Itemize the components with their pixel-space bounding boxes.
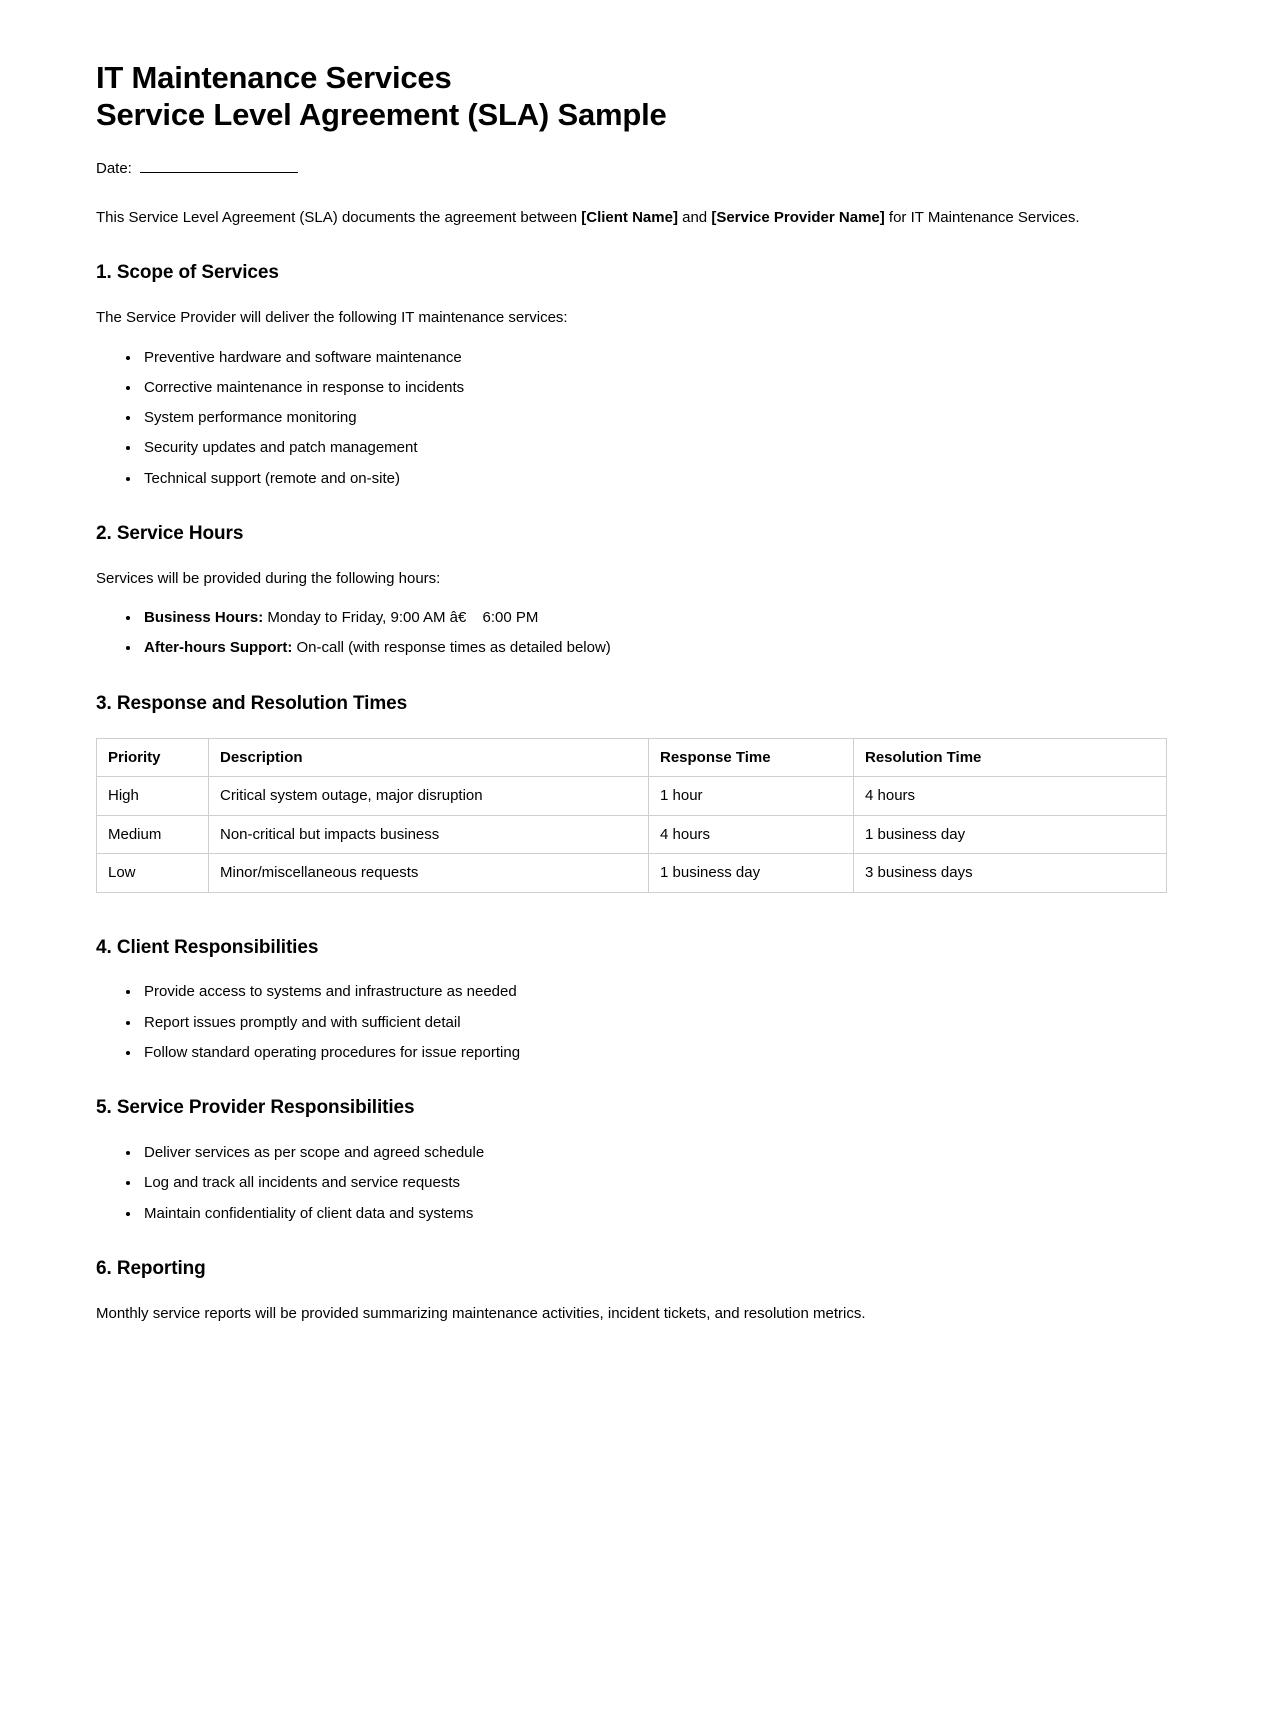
scope-list xyxy=(96,347,1167,489)
list-item-label: Technical support (remote and on-site) xyxy=(144,469,400,487)
table-row xyxy=(97,854,1167,893)
column-header-resolution-time: Resolution Time xyxy=(854,738,1167,777)
cell-response-time: 1 hour xyxy=(649,777,854,816)
table-row xyxy=(97,777,1167,816)
client-responsibilities-list xyxy=(96,981,1167,1063)
cell-response-time: 4 hours xyxy=(649,815,854,854)
response-resolution-table xyxy=(96,738,1167,893)
date-blank-field[interactable] xyxy=(140,159,298,173)
column-header-response-time: Response Time xyxy=(649,738,854,777)
intro-part-2: and xyxy=(677,209,712,227)
list-item xyxy=(126,377,1167,398)
section-response-resolution-times xyxy=(96,693,1167,903)
provider-responsibilities-list xyxy=(96,1142,1167,1224)
list-item xyxy=(126,468,1167,489)
list-item-label: Follow standard operating procedures for issue reporting xyxy=(144,1043,521,1061)
list-item xyxy=(126,1042,1167,1063)
section-service-hours xyxy=(96,523,1167,659)
intro-part-3: for IT Maintenance Services. xyxy=(884,209,1080,227)
table-bottom-spacer xyxy=(96,893,1167,903)
page-title-line-2: Service Level Agreement (SLA) Sample xyxy=(96,96,667,132)
list-item-label: Log and track all incidents and service requests xyxy=(144,1174,461,1192)
cell-priority: Low xyxy=(97,854,209,893)
cell-response-time: 1 business day xyxy=(649,854,854,893)
service-provider-name-placeholder: [Service Provider Name] xyxy=(711,209,885,227)
list-item xyxy=(126,1142,1167,1163)
list-item xyxy=(126,437,1167,458)
list-item-label: System performance monitoring xyxy=(144,409,357,427)
list-item xyxy=(126,407,1167,428)
column-header-description: Description xyxy=(209,738,649,777)
page-title xyxy=(96,60,1167,133)
list-item-label: Monday to Friday, 9:00 AM â€ 6:00 PM xyxy=(263,609,539,627)
section-heading-client-responsibilities: 4. Client Responsibilities xyxy=(96,936,319,958)
page-title-line-1: IT Maintenance Services xyxy=(96,60,452,95)
list-item-term: Business Hours: xyxy=(144,609,264,627)
list-item-label: Preventive hardware and software maintenance xyxy=(144,348,462,366)
reporting-text: Monthly service reports will be provided summarizing maintenance activities, incident tickets, and resolution metrics. xyxy=(96,1304,866,1322)
cell-resolution-time: 4 hours xyxy=(854,777,1167,816)
list-item xyxy=(126,1012,1167,1033)
section-reporting xyxy=(96,1258,1167,1324)
list-item-label: Provide access to systems and infrastructure as needed xyxy=(144,983,517,1001)
date-row xyxy=(96,159,1167,177)
cell-priority: Medium xyxy=(97,815,209,854)
list-item-label: Report issues promptly and with sufficient detail xyxy=(144,1013,461,1031)
table-header-row xyxy=(97,738,1167,777)
cell-description: Minor/miscellaneous requests xyxy=(209,854,649,893)
section-service-provider-responsibilities xyxy=(96,1097,1167,1224)
cell-priority: High xyxy=(97,777,209,816)
section-heading-reporting: 6. Reporting xyxy=(96,1257,206,1279)
cell-resolution-time: 1 business day xyxy=(854,815,1167,854)
section-heading-response-times: 3. Response and Resolution Times xyxy=(96,692,408,714)
list-item-label: Deliver services as per scope and agreed schedule xyxy=(144,1144,485,1161)
section-heading-scope: 1. Scope of Services xyxy=(96,262,279,284)
intro-paragraph xyxy=(96,207,1167,228)
service-hours-list xyxy=(96,607,1167,659)
cell-resolution-time: 3 business days xyxy=(854,854,1167,893)
scope-intro-text: The Service Provider will deliver the following IT maintenance services: xyxy=(96,309,568,327)
list-item-label: Corrective maintenance in response to incidents xyxy=(144,378,465,396)
cell-description: Critical system outage, major disruption xyxy=(209,777,649,816)
list-item xyxy=(126,607,1167,628)
section-scope-of-services xyxy=(96,262,1167,489)
list-item xyxy=(126,347,1167,368)
list-item xyxy=(126,1203,1167,1224)
list-item-label: On-call (with response times as detailed below) xyxy=(292,639,611,657)
list-item-label: Maintain confidentiality of client data and systems xyxy=(144,1204,474,1222)
client-name-placeholder: [Client Name] xyxy=(581,209,678,227)
list-item xyxy=(126,1172,1167,1193)
list-item-term: After-hours Support: xyxy=(144,639,293,657)
list-item xyxy=(126,637,1167,658)
section-heading-service-hours: 2. Service Hours xyxy=(96,523,244,545)
section-heading-provider-responsibilities: 5. Service Provider Responsibilities xyxy=(96,1097,415,1119)
table-row xyxy=(97,815,1167,854)
date-label: Date: xyxy=(96,160,132,178)
intro-part-1: This Service Level Agreement (SLA) documents the agreement between xyxy=(96,209,582,227)
list-item-label: Security updates and patch management xyxy=(144,439,418,457)
cell-description: Non-critical but impacts business xyxy=(209,815,649,854)
list-item xyxy=(126,981,1167,1002)
section-client-responsibilities xyxy=(96,937,1167,1064)
column-header-priority: Priority xyxy=(97,738,209,777)
service-hours-intro-text: Services will be provided during the following hours: xyxy=(96,569,441,587)
